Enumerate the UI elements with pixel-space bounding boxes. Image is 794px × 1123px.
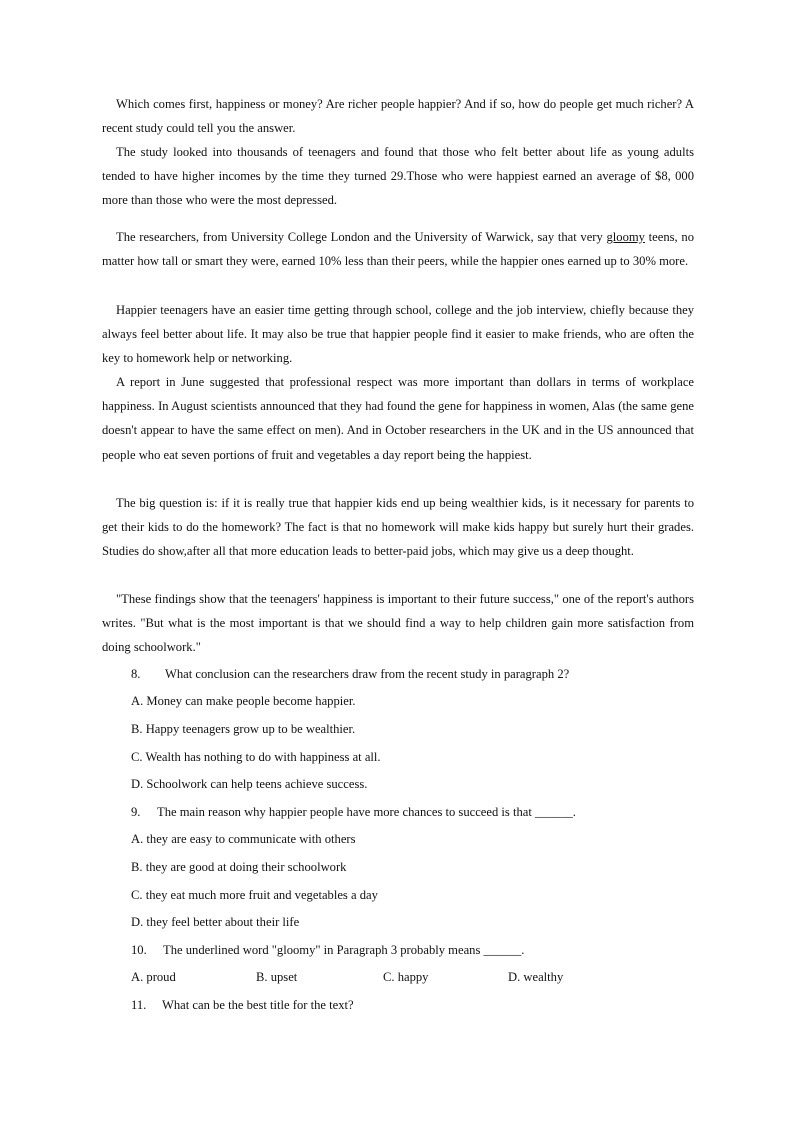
question-9-option-d: D. they feel better about their life [131, 915, 300, 929]
passage-paragraph-3-before: The researchers, from University College London and the University of Warwick, say that very [116, 230, 607, 244]
passage-paragraph-2-text: The study looked into thousands of teenagers and found that those who felt better about life as young adults tended to have higher incomes by the time they turned 29.Those who were happiest earned an average of $8, 000 more than those who were the most depressed. [102, 145, 694, 208]
question-11 [131, 996, 354, 1014]
passage-paragraph-7: "These findings show that the teenagers' happiness is important to their future success," one of the report's authors writes. "But what is the most important is that we should find a way to help children gain more satisfaction from doing schoolwork." [102, 592, 694, 655]
question-10 [131, 941, 524, 959]
question-10-options [131, 968, 651, 986]
question-8-option-c: C. Wealth has nothing to do with happiness at all. [131, 750, 381, 764]
question-10-number: 10. [131, 943, 147, 957]
question-9-option-b: B. they are good at doing their schoolwork [131, 860, 347, 874]
passage-paragraph-5: A report in June suggested that professional respect was more important than dollars in terms of workplace happiness. In August scientists announced that they had found the gene for happiness in women, Alas (the same gene doesn't appear to have the same effect on men). And in October researchers in the UK and in the US announced that people who eat seven portions of fruit and vegetables a day report being the happiest. [102, 375, 694, 462]
passage-paragraph-2 [102, 140, 694, 213]
passage-paragraph-6: The big question is: if it is really true that happier kids end up being wealthier kids, is it necessary for parents to get their kids to do the homework? The fact is that no homework will make kids happy but surely hurt their grades. Studies do show,after all that more education leads to better-paid jobs, which may give us a deep thought. [102, 496, 694, 559]
question-10-option-c: C. happy [383, 970, 429, 984]
question-9 [131, 803, 576, 821]
question-8 [131, 665, 569, 683]
passage-paragraph-4: Happier teenagers have an easier time getting through school, college and the job interview, chiefly because they always feel better about life. It may also be true that happier people find it easier to make friends, who are often the key to homework help or networking. [102, 303, 694, 366]
question-10-option-d: D. wealthy [508, 970, 564, 984]
question-9-option-c: C. they eat much more fruit and vegetables a day [131, 888, 378, 902]
question-11-number: 11. [131, 998, 147, 1012]
underlined-word-gloomy: gloomy [606, 230, 645, 244]
question-9-option-a: A. they are easy to communicate with others [131, 832, 356, 846]
passage-paragraph-3 [102, 225, 694, 273]
question-8-option-a: A. Money can make people become happier. [131, 694, 356, 708]
question-9-text: The main reason why happier people have more chances to succeed is that ______. [157, 805, 576, 819]
passage-paragraph-1: Which comes first, happiness or money? Are richer people happier? And if so, how do people get much richer? A recent study could tell you the answer. [102, 97, 694, 136]
question-10-option-b: B. upset [256, 970, 298, 984]
question-8-option-b: B. Happy teenagers grow up to be wealthier. [131, 722, 356, 736]
question-10-text: The underlined word "gloomy" in Paragraph 3 probably means ______. [163, 943, 525, 957]
question-8-number: 8. [131, 667, 141, 681]
passage-paragraph-3-after: teens, no matter how tall or smart they were, earned 10% less than their peers, while the happier ones earned up to 30% more. [102, 230, 694, 269]
question-8-text: What conclusion can the researchers draw from the recent study in paragraph 2? [165, 667, 570, 681]
question-10-option-a: A. proud [131, 970, 176, 984]
question-11-text: What can be the best title for the text? [162, 998, 354, 1012]
question-9-number: 9. [131, 805, 141, 819]
question-8-option-d: D. Schoolwork can help teens achieve success. [131, 777, 368, 791]
